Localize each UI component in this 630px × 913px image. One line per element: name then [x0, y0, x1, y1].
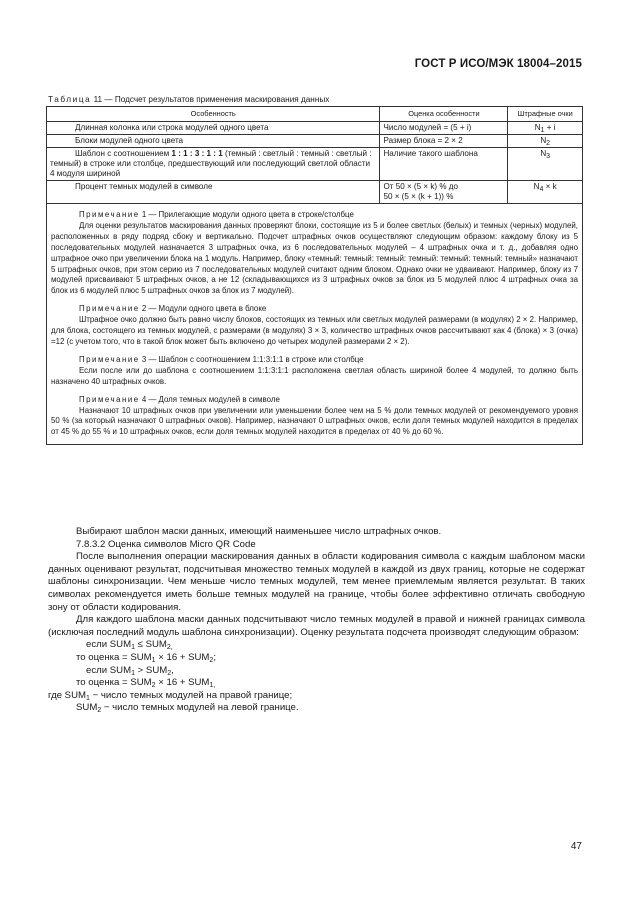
- penalty-symbol: N: [540, 149, 547, 158]
- formula-sub: 2: [167, 669, 172, 677]
- page-number: 47: [570, 841, 582, 852]
- formula-sub: 1: [131, 644, 135, 652]
- note-text: Если после или до шаблона с соотношением 1:1:3:1:1 расположена светлая область шириной более 4 модулей, то должно быть назначено 40 штрафных очков.: [51, 365, 578, 386]
- row-penalty: [508, 181, 583, 204]
- formula-legend: [48, 702, 585, 715]
- note-block: [51, 304, 578, 348]
- notes-cell: [47, 204, 583, 445]
- note-label: Примечание: [79, 394, 140, 404]
- row-evaluation: Размер блока = 2 × 2: [380, 135, 508, 148]
- row-penalty: [508, 148, 583, 181]
- formula-part: × 16 + SUM: [155, 677, 210, 689]
- table-row: [47, 135, 583, 148]
- penalty-table: [46, 106, 583, 445]
- note-label: Примечание: [79, 304, 140, 314]
- penalty-rest: × k: [543, 182, 557, 191]
- legend-part: − число темных модулей на правой границе;: [89, 689, 293, 701]
- formula-line: [48, 639, 585, 652]
- note-block: [51, 355, 578, 388]
- formula-sub: 1: [151, 656, 156, 664]
- table-row: [47, 148, 583, 181]
- paragraph: Для каждого шаблона маски данных подсчитывают число темных модулей в правой и нижней границах символа (исключая последний модуль шаблона синхронизации). Оценку результата подсчета производят следующим образом:: [48, 614, 585, 638]
- penalty-rest: + i: [544, 123, 556, 132]
- paragraph: После выполнения операции маскирования данных в области кодирования символа с каждым шаблоном маски данных оценивают результат, подсчитывая множество темных модулей в каждой из двух границ, которые не содержат шаблоны синхронизации. Чем меньше число темных модулей, тем менее приемлемым является результат. В таких символах рекомендуется иметь больше темных модулей на границе, чтобы более эффективно отличать свободную зону от области кодирования.: [48, 551, 585, 613]
- row-penalty: [508, 135, 583, 148]
- penalty-symbol: N: [534, 123, 541, 132]
- note-title: [51, 395, 578, 406]
- legend-sub: 1: [86, 694, 90, 702]
- row-feature: Процент темных модулей в символе: [47, 181, 380, 204]
- penalty-sub: 1: [540, 127, 545, 134]
- note-label: Примечание: [79, 354, 140, 364]
- formula-part: ;: [213, 651, 216, 663]
- note-text: Назначают 10 штрафных очков при увеличении или уменьшении более чем на 5 % доли темных модулей от рекомендуемого уровня 50 % (за который назначают 0 штрафных очков). Например, назначают 0 штрафных очков, если доля темных модулей находится в пределах от 45 % до 55 % и 10 штрафных очков, если доля темных модулей находится в пределах от 40 % до 60 %.: [51, 405, 578, 437]
- formula-sub: 2: [209, 656, 214, 664]
- body-text: [48, 526, 585, 715]
- note-heading: 1 — Прилегающие модули одного цвета в строке/столбце: [139, 210, 354, 219]
- note-heading: 4 — Доля темных модулей в символе: [139, 394, 280, 404]
- note-title: [51, 304, 578, 315]
- eval-line-1: От 50 × (5 × k) % до: [383, 182, 459, 191]
- row-evaluation: [380, 181, 508, 204]
- formula-part: > SUM: [134, 664, 168, 676]
- formula-sub: 1: [131, 669, 135, 677]
- penalty-symbol: N: [533, 182, 540, 191]
- note-text: Для оценки результатов маскирования данных проверяют блоки, состоящие из 5 и более светлых (белых) и темных (черных) модулей, расположенных в ряду подряд сбоку и вертикально. Подсчет штрафных очков осуществляют следующим образом: каждому блоку из 5 последовательных модулей назначается 3 штрафных очка, из 6 последовательных модулей – 4 штрафных очка и т. д., добавляя одно штрафное очко при увеличении блока на 1 модуль. Например, блоку «темный: темный: темный: темный: темный: темный: темный» назначают 5 штрафных очков, при этом серию из 7 последовательных модулей считают одним блоком. Однако очки не удваивают. Например, блоку из 7 модулей присваивают 5 штрафных очков, а не 12 (складывающихся из 3 штрафных очков за блок из 5 модулей плюс 4 штрафных очка за блок из 6 модулей плюс 5 штрафных очков за блок из 7 модулей).: [51, 220, 578, 296]
- document-header: ГОСТ Р ИСО/МЭК 18004–2015: [414, 58, 582, 70]
- formula-part: если SUM: [86, 639, 132, 651]
- formula-line: [48, 677, 585, 690]
- feature-prefix: Шаблон с соотношением: [75, 149, 172, 158]
- formula-part: то оценка = SUM: [76, 677, 152, 689]
- paragraph: Выбирают шаблон маски данных, имеющий наименьшее число штрафных очков.: [76, 526, 442, 537]
- caption-prefix: Таблица: [48, 95, 92, 104]
- formula-line: [48, 652, 585, 665]
- note-text: Штрафное очко должно быть равно числу блоков, состоящих из темных или светлых модулей размерами (в модулях) 2 × 2. Например, для блока, состоящего из темных модулей, с размерами (в модулях) 3 × 3, количество штрафных очков рассчитывают как 4 (блока) × 3 (очка) =12 (с учетом того, что в такой блок может быть включено до четырех модулей размерами 2 × 2).: [51, 315, 578, 346]
- penalty-symbol: N: [540, 136, 547, 145]
- note-label: Примечание: [79, 210, 140, 219]
- formula-legend: [48, 690, 585, 703]
- table-row: [47, 181, 583, 204]
- note-title: [51, 210, 578, 221]
- table-caption: [48, 95, 329, 104]
- penalty-sub: 2: [546, 140, 551, 147]
- row-evaluation: Число модулей = (5 + i): [380, 122, 508, 135]
- formula-sub: 1,: [209, 682, 216, 690]
- legend-part: где SUM: [48, 689, 86, 701]
- formula-sub: 2,: [166, 644, 173, 652]
- row-feature: Блоки модулей одного цвета: [47, 135, 380, 148]
- formula-part: ≤ SUM: [134, 639, 167, 651]
- formula-sub: 2: [151, 682, 156, 690]
- note-heading: 2 — Модули одного цвета в блоке: [139, 304, 267, 314]
- formula-part: ,: [171, 664, 174, 676]
- row-feature: [47, 148, 380, 181]
- row-feature: Длинная колонка или строка модулей одного цвета: [47, 122, 380, 135]
- formula-part: то оценка = SUM: [76, 651, 152, 663]
- header-evaluation: Оценка особенности: [380, 107, 508, 122]
- eval-line-2: 50 × (5 × (k + 1)) %: [383, 192, 454, 201]
- legend-part: − число темных модулей на левой границе.: [101, 702, 299, 714]
- header-penalty: Штрафные очки: [508, 107, 583, 122]
- feature-ratio: 1 : 1 : 3 : 1 : 1: [171, 149, 223, 158]
- formula-line: [48, 665, 585, 678]
- formula-part: если SUM: [86, 664, 132, 676]
- table-row: [47, 122, 583, 135]
- legend-part: SUM: [76, 702, 98, 714]
- row-penalty: [508, 122, 583, 135]
- row-evaluation: Наличие такого шаблона: [380, 148, 508, 181]
- penalty-sub: 4: [539, 186, 544, 193]
- penalty-sub: 3: [546, 153, 551, 160]
- table-header-row: [47, 107, 583, 122]
- notes-row: [47, 204, 583, 445]
- formula-part: × 16 + SUM: [155, 651, 210, 663]
- note-block: [51, 210, 578, 297]
- note-block: [51, 395, 578, 439]
- feature-rest: (темный : светлый : темный : светлый : темный) в строке или столбце, предшествующий или последующий светлой области 4 модуля шириной: [50, 149, 372, 178]
- caption-text: 11 — Подсчет результатов применения маскирования данных: [91, 95, 330, 104]
- note-title: [51, 355, 578, 366]
- note-heading: 3 — Шаблон с соотношением 1:1:3:1:1 в строке или столбце: [139, 354, 364, 364]
- legend-sub: 2: [97, 707, 102, 715]
- header-feature: Особенность: [47, 107, 380, 122]
- section-heading: 7.8.3.2 Оценка символов Micro QR Code: [76, 538, 256, 550]
